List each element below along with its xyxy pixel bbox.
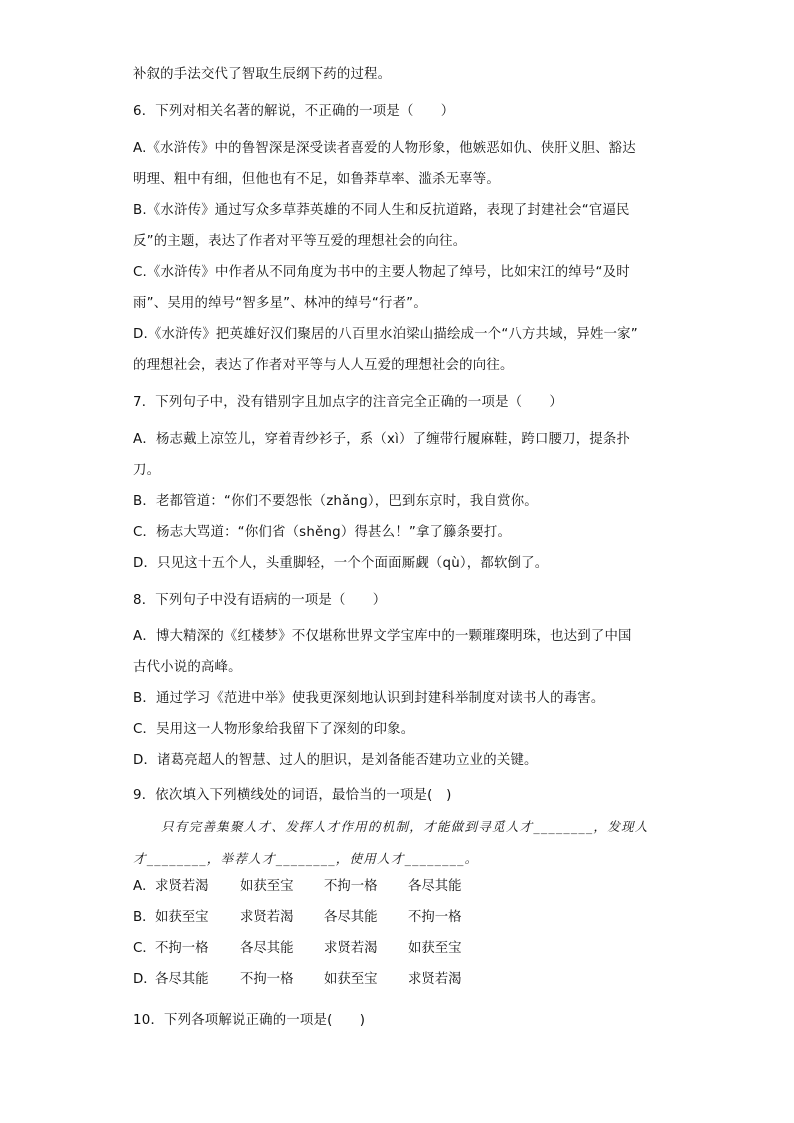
question-6-option-d: D.《水浒传》把英雄好汉们聚居的八百里水泊梁山描绘成一个“八方共域，异姓一家” bbox=[133, 327, 638, 342]
question-9-stem: 9．依次填入下列横线处的词语，最恰当的一项是( ) bbox=[133, 788, 452, 803]
q9-option-label: A． bbox=[133, 879, 156, 894]
text-line: 补叙的手法交代了智取生辰纲下药的过程。 bbox=[133, 67, 392, 82]
question-6-stem: 6．下列对相关名著的解说，不正确的一项是（ ） bbox=[133, 104, 455, 119]
question-6-option-c-cont: 雨”、吴用的绰号“智多星”、林冲的绰号“行者”。 bbox=[133, 296, 427, 311]
q9-option-word: 如获至宝 bbox=[408, 941, 462, 956]
question-9-passage-cont: 才________，举荐人才________，使用人才________。 bbox=[133, 851, 479, 866]
q9-option-word: 不拘一格 bbox=[408, 910, 462, 925]
q9-option-label: C． bbox=[133, 941, 156, 956]
question-8-option-c: C．吴用这一人物形象给我留下了深刻的印象。 bbox=[133, 722, 415, 737]
q9-option-word: 如获至宝 bbox=[155, 910, 209, 925]
question-8-option-d: D．诸葛亮超人的智慧、过人的胆识，是刘备能否建功立业的关键。 bbox=[133, 753, 538, 768]
q9-option-word: 如获至宝 bbox=[240, 879, 294, 894]
question-6-option-a: A.《水浒传》中的鲁智深是深受读者喜爱的人物形象，他嫉恶如仇、侠肝义胆、豁达 bbox=[133, 141, 636, 156]
q9-option-word: 各尽其能 bbox=[155, 972, 209, 987]
question-8-option-a-cont: 古代小说的高峰。 bbox=[133, 660, 242, 675]
question-7-option-b: B．老都管道：“你们不要怨怅（zhǎng），巴到东京时，我自赏你。 bbox=[133, 494, 538, 509]
q9-option-word: 不拘一格 bbox=[240, 972, 294, 987]
q9-option-word: 求贤若渴 bbox=[240, 910, 294, 925]
q9-option-word: 求贤若渴 bbox=[324, 941, 378, 956]
question-6-option-b-cont: 反”的主题，表达了作者对平等互爱的理想社会的向往。 bbox=[133, 234, 467, 249]
question-7-option-a: A．杨志戴上凉笠儿，穿着青纱衫子，系（xì）了缠带行履麻鞋，跨口腰刀，提条扑 bbox=[133, 432, 631, 447]
q9-option-word: 如获至宝 bbox=[324, 972, 378, 987]
question-6-option-c: C.《水浒传》中作者从不同角度为书中的主要人物起了绰号，比如宋江的绰号“及时 bbox=[133, 265, 630, 280]
question-7-stem: 7．下列句子中，没有错别字且加点字的注音完全正确的一项是（ ） bbox=[133, 395, 564, 410]
question-10-stem: 10．下列各项解说正确的一项是( ) bbox=[133, 1013, 366, 1028]
question-8-option-a: A．博大精深的《红楼梦》不仅堪称世界文学宝库中的一颗璀璨明珠，也达到了中国 bbox=[133, 629, 632, 644]
q9-option-word: 各尽其能 bbox=[324, 910, 378, 925]
q9-option-word: 不拘一格 bbox=[155, 941, 209, 956]
question-7-option-a-cont: 刀。 bbox=[133, 463, 161, 478]
q9-option-label: B． bbox=[133, 910, 156, 925]
q9-option-label: D． bbox=[133, 972, 157, 987]
q9-option-word: 各尽其能 bbox=[240, 941, 294, 956]
question-7-option-c: C．杨志大骂道：“你们省（shěng）得甚么！”拿了籐条要打。 bbox=[133, 525, 512, 540]
question-7-option-d: D．只见这十五个人，头重脚轻，一个个面面厮觑（qù），都软倒了。 bbox=[133, 556, 549, 571]
question-6-option-a-cont: 明理、粗中有细，但他也有不足，如鲁莽草率、滥杀无辜等。 bbox=[133, 172, 500, 187]
q9-option-word: 求贤若渴 bbox=[408, 972, 462, 987]
q9-option-word: 不拘一格 bbox=[324, 879, 378, 894]
q9-option-word: 求贤若渴 bbox=[155, 879, 209, 894]
question-9-passage: 只有完善集聚人才、发挥人才作用的机制，才能做到寻觅人才________，发现人 bbox=[161, 819, 649, 834]
question-8-option-b: B．通过学习《范进中举》使我更深刻地认识到封建科举制度对读书人的毒害。 bbox=[133, 691, 605, 706]
question-8-stem: 8．下列句子中没有语病的一项是（ ） bbox=[133, 593, 387, 608]
question-6-option-b: B.《水浒传》通过写众多草莽英雄的不同人生和反抗道路，表现了封建社会“官逼民 bbox=[133, 203, 630, 218]
question-6-option-d-cont: 的理想社会，表达了作者对平等与人人互爱的理想社会的向往。 bbox=[133, 358, 514, 373]
q9-option-word: 各尽其能 bbox=[408, 879, 462, 894]
